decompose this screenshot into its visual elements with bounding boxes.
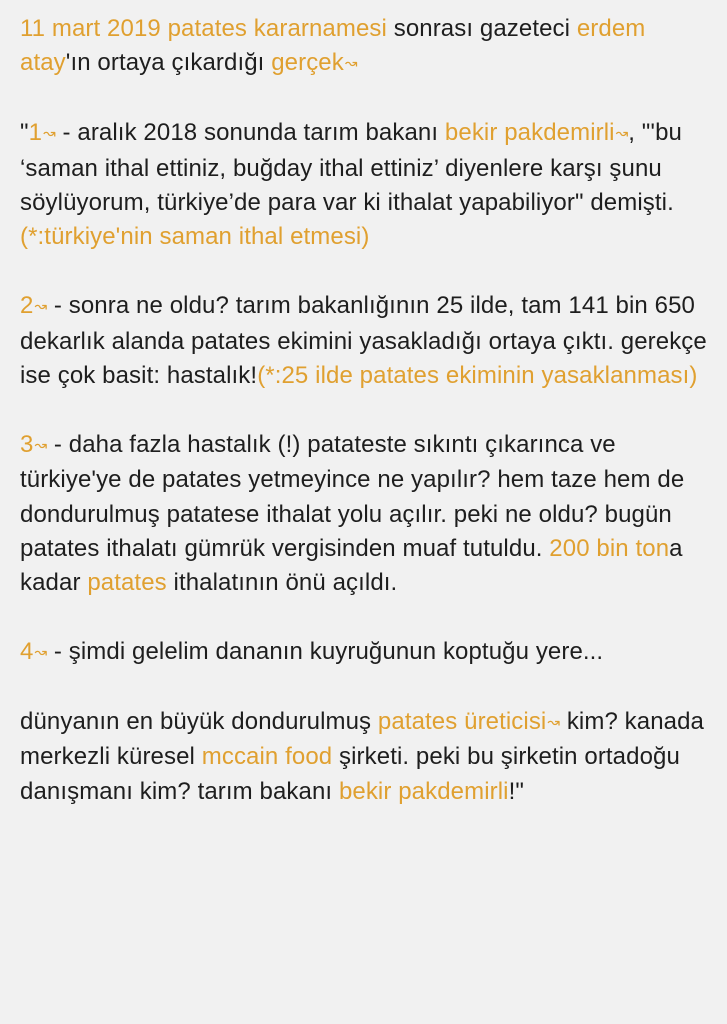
text: - aralık 2018 sonunda tarım bakanı	[55, 119, 445, 147]
link-gercek[interactable]: gerçek	[271, 49, 344, 77]
text: ithalatının önü açıldı.	[166, 569, 398, 597]
link-2[interactable]: 2	[20, 292, 34, 320]
link-bekir-pakdemirli[interactable]: bekir pakdemirli	[444, 119, 615, 147]
paragraph-conclusion	[20, 705, 711, 809]
text: sonrası gazeteci	[386, 15, 577, 42]
link-patates-ekimi-yasak[interactable]: (*:25 ilde patates ekiminin yasaklanması)	[257, 362, 698, 390]
link-arrow-icon[interactable]: ↝	[615, 125, 629, 143]
link-mccain-food[interactable]: mccain food	[201, 743, 333, 771]
text: - daha fazla hastalık (!) patateste sıkıntı çıkarınca ve türkiye'ye de patates yetmeyince ne yapılır? hem taze hem de dondurulmuş patatese ithalat yolu açılır. peki ne oldu? bugün patates ithalatı gümrük vergisinden muaf tutuldu.	[20, 430, 685, 563]
text: - sonra ne oldu? tarım bakanlığının 25 ilde, tam 141 bin 650 dekarlık alanda patates ekimini yasakladığı ortaya çıktı. gerekçe ise çok basit: hastalık!	[20, 292, 707, 390]
text: !"	[508, 777, 524, 805]
text: kim? kanada merkezli küresel	[20, 708, 704, 771]
link-patates-kararnamesi[interactable]: 11 mart 2019 patates kararnamesi	[20, 15, 387, 42]
link-bekir-pakdemirli-2[interactable]: bekir pakdemirli	[338, 777, 509, 805]
paragraph-item-1	[20, 116, 711, 255]
link-200-bin-ton[interactable]: 200 bin ton	[549, 535, 670, 563]
link-arrow-icon[interactable]: ↝	[34, 436, 48, 454]
link-arrow-icon[interactable]: ↝	[34, 644, 48, 662]
text: - şimdi gelelim dananın kuyruğunun koptuğu yere...	[47, 638, 604, 666]
text: 'ın ortaya çıkardığı	[65, 49, 272, 77]
text: a kadar	[20, 535, 683, 597]
link-3[interactable]: 3	[20, 430, 34, 458]
paragraph-item-3	[20, 428, 711, 601]
link-patates-ureticisi[interactable]: patates üreticisi	[377, 708, 547, 736]
link-arrow-icon[interactable]: ↝	[547, 714, 561, 732]
link-1[interactable]: 1	[28, 119, 43, 147]
paragraph-item-4	[20, 635, 711, 670]
link-erdem-atay[interactable]: erdem atay	[20, 15, 646, 77]
text: dünyanın en büyük dondurulmuş	[20, 708, 378, 736]
link-saman-ithal[interactable]: (*:türkiye'nin saman ithal etmesi)	[20, 223, 370, 251]
text: şirketi. peki bu şirketin ortadoğu danışmanı kim? tarım bakanı	[20, 743, 680, 805]
paragraph-item-2	[20, 289, 711, 393]
link-patates[interactable]: patates	[87, 569, 167, 597]
link-arrow-icon[interactable]: ↝	[34, 298, 48, 316]
text: , "'bu ‘saman ithal ettiniz, buğday ithal ettiniz’ diyenlere karşı şunu söylüyorum, türkiye’de para var ki ithalat yapabiliyor" demişti.	[20, 119, 682, 217]
paragraph-intro	[20, 12, 711, 82]
text: "	[20, 119, 29, 147]
link-arrow-icon[interactable]: ↝	[344, 55, 358, 73]
link-4[interactable]: 4	[20, 638, 34, 666]
link-arrow-icon[interactable]: ↝	[43, 125, 56, 143]
